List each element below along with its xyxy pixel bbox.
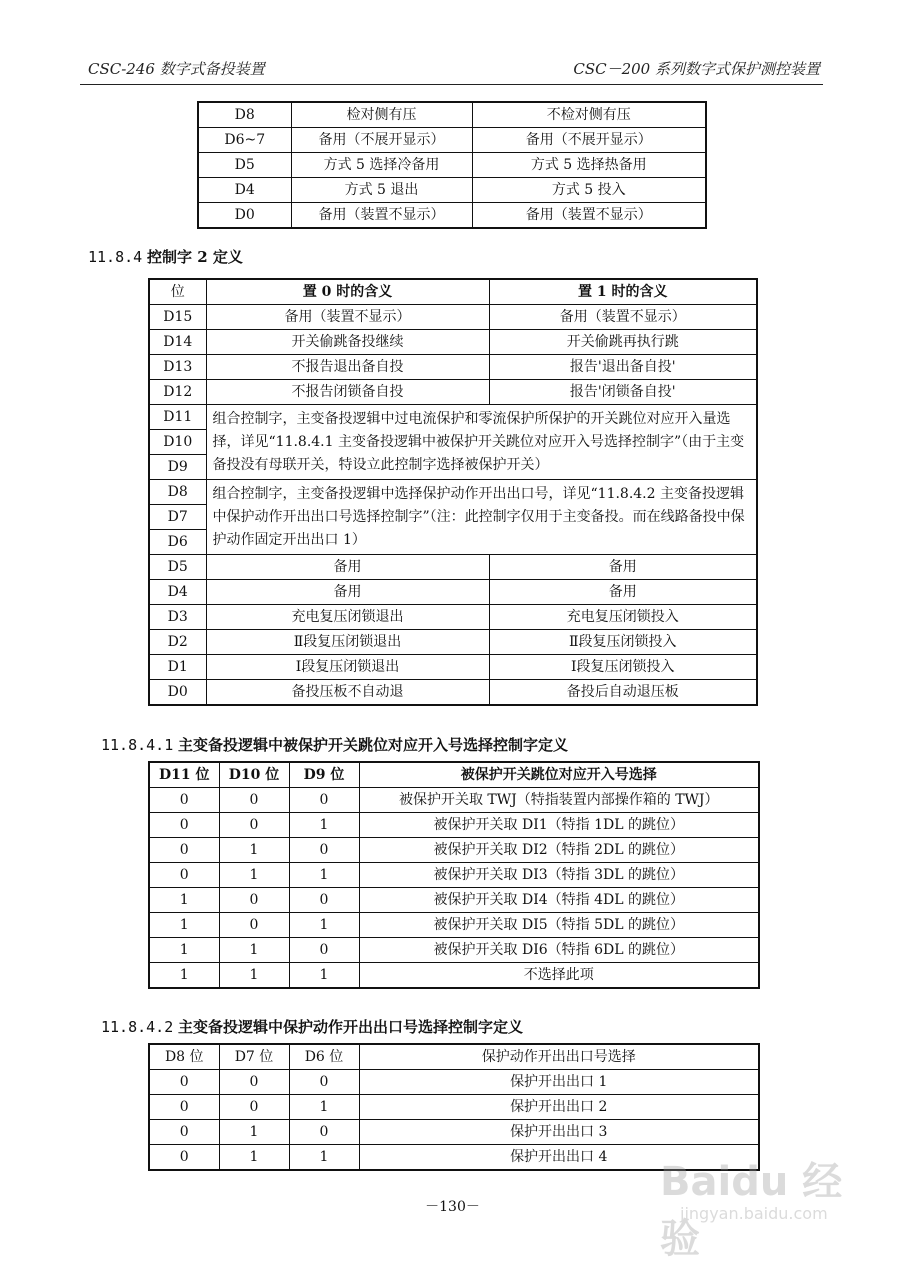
section-title: 主变备投逻辑中保护动作开出出口号选择控制字定义 — [178, 1018, 524, 1036]
table-row: D13 不报告退出备自投 报告'退出备自投' — [149, 355, 757, 380]
table-row: D4 备用 备用 — [149, 580, 757, 605]
section-number: 11.8.4.1 — [101, 736, 174, 754]
table-row: D9 — [149, 455, 757, 480]
combined-control-word-note: 组合控制字，主变备投逻辑中选择保护动作开出出口号，详见“11.8.4.2 主变备投逻辑中保护动作开出出口号选择控制字”（注：此控制字仅用于主变备投。而在线路备投中保护动作固定开出出口 1） — [206, 480, 757, 555]
page-number: －130－ — [425, 1199, 480, 1215]
table-row: 0 0 1 保护开出出口 2 — [149, 1095, 759, 1120]
table-row: 1 1 1 不选择此项 — [149, 963, 759, 989]
table-row: D12 不报告闭锁备自投 报告'闭锁备自投' — [149, 380, 757, 405]
table-control-word-1-tail — [197, 101, 707, 229]
combined-control-word-note: 组合控制字，主变备投逻辑中过电流保护和零流保护所保护的开关跳位对应开入量选择，详见“11.8.4.1 主变备投逻辑中被保护开关跳位对应开入号选择控制字”（由于主变备投没有母联开关，特设立此控制字选择被保护开关） — [206, 405, 757, 480]
table-row: D14 开关偷跳备投继续 开关偷跳再执行跳 — [149, 330, 757, 355]
table-row: 0 1 0 保护开出出口 3 — [149, 1120, 759, 1145]
section-title: 主变备投逻辑中被保护开关跳位对应开入号选择控制字定义 — [178, 736, 569, 754]
table-row: D6 — [149, 530, 757, 555]
table-row: 0 0 0 被保护开关取 TWJ（特指装置内部操作箱的 TWJ） — [149, 788, 759, 813]
baidu-jingyan-watermark — [660, 1150, 850, 1262]
table-row: D0 备投压板不自动退 备投后自动退压板 — [149, 680, 757, 706]
section-number: 11.8.4.2 — [101, 1018, 174, 1036]
table-row: D8 检对侧有压 不检对侧有压 — [198, 102, 706, 128]
table-row: D15 备用（装置不显示） 备用（装置不显示） — [149, 305, 757, 330]
table-row: 1 1 0 被保护开关取 DI6（特指 6DL 的跳位） — [149, 938, 759, 963]
watermark-logo: Baidu 经验 — [660, 1159, 843, 1262]
table-protected-breaker-input-select — [148, 761, 760, 989]
table-row: 0 1 0 被保护开关取 DI2（特指 2DL 的跳位） — [149, 838, 759, 863]
table-header-row: 位 置 0 时的含义 置 1 时的含义 — [149, 279, 757, 305]
table-control-word-2 — [148, 278, 758, 706]
header-left: CSC-246 数字式备投装置 — [88, 60, 265, 78]
table-row: 0 1 1 被保护开关取 DI3（特指 3DL 的跳位） — [149, 863, 759, 888]
section-title: 控制字 2 定义 — [146, 248, 243, 266]
table-row: D11 组合控制字，主变备投逻辑中过电流保护和零流保护所保护的开关跳位对应开入量选择，详见“11.8.4.1 主变备投逻辑中被保护开关跳位对应开入号选择控制字”（由于主变备投没有母联开关，特设立此控制字选择被保护开关） — [149, 405, 757, 430]
table-row: 1 0 1 被保护开关取 DI5（特指 5DL 的跳位） — [149, 913, 759, 938]
table-header-row: D8 位 D7 位 D6 位 保护动作开出出口号选择 — [149, 1044, 759, 1070]
table-row: D5 方式 5 选择冷备用 方式 5 选择热备用 — [198, 153, 706, 178]
section-heading-11-8-4 — [88, 246, 243, 267]
table-row: D6~7 备用（不展开显示） 备用（不展开显示） — [198, 128, 706, 153]
section-number: 11.8.4 — [88, 248, 143, 266]
header-right: CSC－200 系列数字式保护测控装置 — [573, 60, 820, 78]
table-row: D1 Ⅰ段复压闭锁退出 Ⅰ段复压闭锁投入 — [149, 655, 757, 680]
table-row: 0 0 0 保护开出出口 1 — [149, 1070, 759, 1095]
table-row: 0 1 1 保护开出出口 4 — [149, 1145, 759, 1171]
header-rule — [80, 84, 823, 85]
table-row: D3 充电复压闭锁退出 充电复压闭锁投入 — [149, 605, 757, 630]
section-heading-11-8-4-2 — [101, 1016, 523, 1037]
table-row: D7 — [149, 505, 757, 530]
table-row: D4 方式 5 退出 方式 5 投入 — [198, 178, 706, 203]
table-row: D8 组合控制字，主变备投逻辑中选择保护动作开出出口号，详见“11.8.4.2 主变备投逻辑中保护动作开出出口号选择控制字”（注：此控制字仅用于主变备投。而在线路备投中保护动作固定开出出口 1） — [149, 480, 757, 505]
table-row: D5 备用 备用 — [149, 555, 757, 580]
table-row: 1 0 0 被保护开关取 DI4（特指 4DL 的跳位） — [149, 888, 759, 913]
watermark-url: jingyan.baidu.com — [680, 1204, 828, 1223]
table-row: D10 — [149, 430, 757, 455]
table-row: 0 0 1 被保护开关取 DI1（特指 1DL 的跳位） — [149, 813, 759, 838]
table-row: D0 备用（装置不显示） 备用（装置不显示） — [198, 203, 706, 229]
section-heading-11-8-4-1 — [101, 734, 568, 755]
table-row: D2 Ⅱ段复压闭锁退出 Ⅱ段复压闭锁投入 — [149, 630, 757, 655]
table-header-row: D11 位 D10 位 D9 位 被保护开关跳位对应开入号选择 — [149, 762, 759, 788]
